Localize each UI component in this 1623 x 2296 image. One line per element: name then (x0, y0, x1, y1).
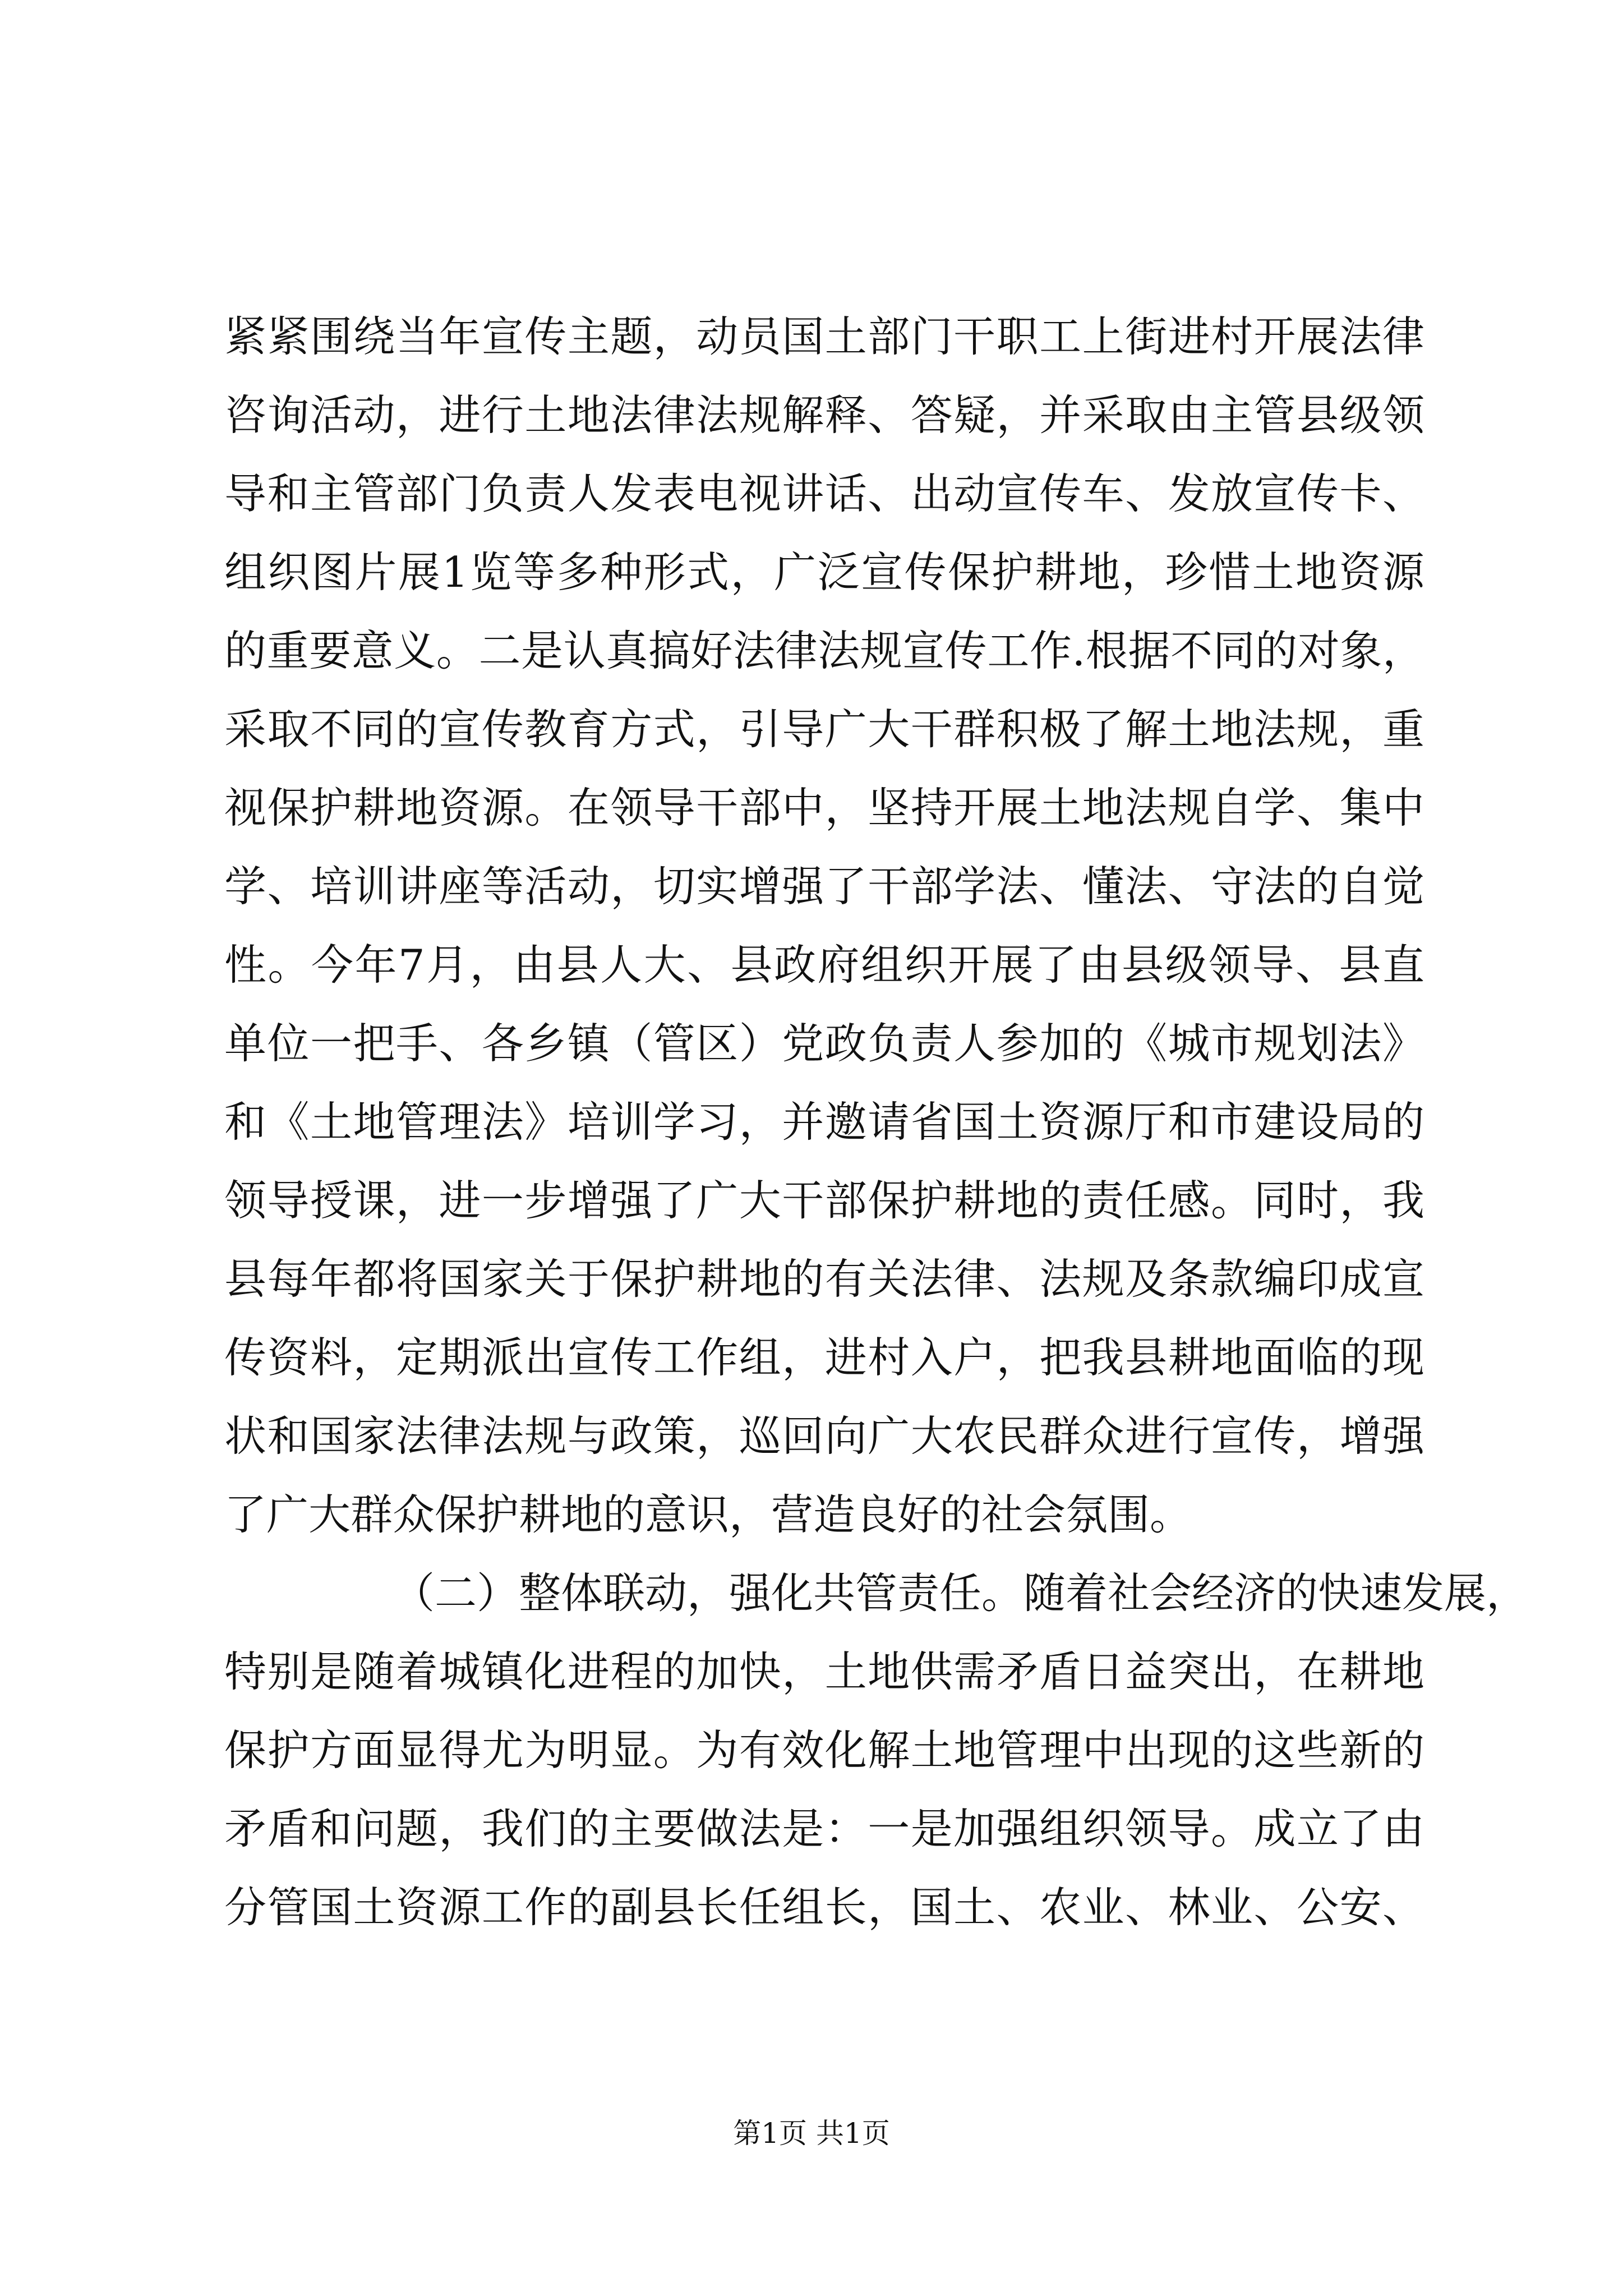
text-line: 县每年都将国家关于保护耕地的有关法律、法规及条款编印成宣 (224, 1254, 1424, 1304)
text-line: 的重要意义。二是认真搞好法律法规宣传工作.根据不同的对象， (224, 626, 1424, 675)
text-line: 领导授课，进一步增强了广大干部保护耕地的责任感。同时，我 (224, 1176, 1424, 1225)
text-line: 性。今年7月，由县人大、县政府组织开展了由县级领导、县直 (224, 940, 1424, 990)
text-line: 导和主管部门负责人发表电视讲话、出动宣传车、发放宣传卡、 (224, 469, 1424, 518)
text-line: 视保护耕地资源。在领导干部中，坚持开展土地法规自学、集中 (224, 783, 1424, 832)
text-line: 矛盾和问题，我们的主要做法是：一是加强组织领导。成立了由 (224, 1804, 1424, 1853)
text-line: 咨询活动，进行土地法律法规解释、答疑，并采取由主管县级领 (224, 390, 1424, 440)
page-footer: 第1页 共1页 (733, 2117, 890, 2150)
text-line: 了广大群众保护耕地的意识，营造良好的社会氛围。 (224, 1490, 1192, 1539)
body-text (224, 297, 1529, 1947)
text-line: 特别是随着城镇化进程的加快，土地供需矛盾日益突出，在耕地 (224, 1647, 1424, 1696)
text-line: 采取不同的宣传教育方式，引导广大干群积极了解土地法规，重 (224, 705, 1424, 754)
text-line: 和《土地管理法》培训学习，并邀请省国土资源厅和市建设局的 (224, 1097, 1424, 1147)
text-line: 分管国土资源工作的副县长任组长，国土、农业、林业、公安、 (224, 1883, 1424, 1932)
text-line: 组织图片展1览等多种形式，广泛宣传保护耕地，珍惜土地资源 (224, 547, 1424, 597)
text-line: 学、培训讲座等活动，切实增强了干部学法、懂法、守法的自觉 (224, 862, 1424, 911)
text-line: 传资料，定期派出宣传工作组，进村入户，把我县耕地面临的现 (224, 1333, 1424, 1382)
text-line: 保护方面显得尤为明显。为有效化解土地管理中出现的这些新的 (224, 1726, 1424, 1775)
section-heading-line: （二）整体联动，强化共管责任。随着社会经济的快速发展， (393, 1568, 1529, 1618)
text-line: 紧紧围绕当年宣传主题，动员国土部门干职工上街进村开展法律 (224, 312, 1424, 361)
text-line: 状和国家法律法规与政策，巡回向广大农民群众进行宣传，增强 (224, 1411, 1424, 1461)
text-line: 单位一把手、各乡镇（管区）党政负责人参加的《城市规划法》 (224, 1019, 1424, 1068)
